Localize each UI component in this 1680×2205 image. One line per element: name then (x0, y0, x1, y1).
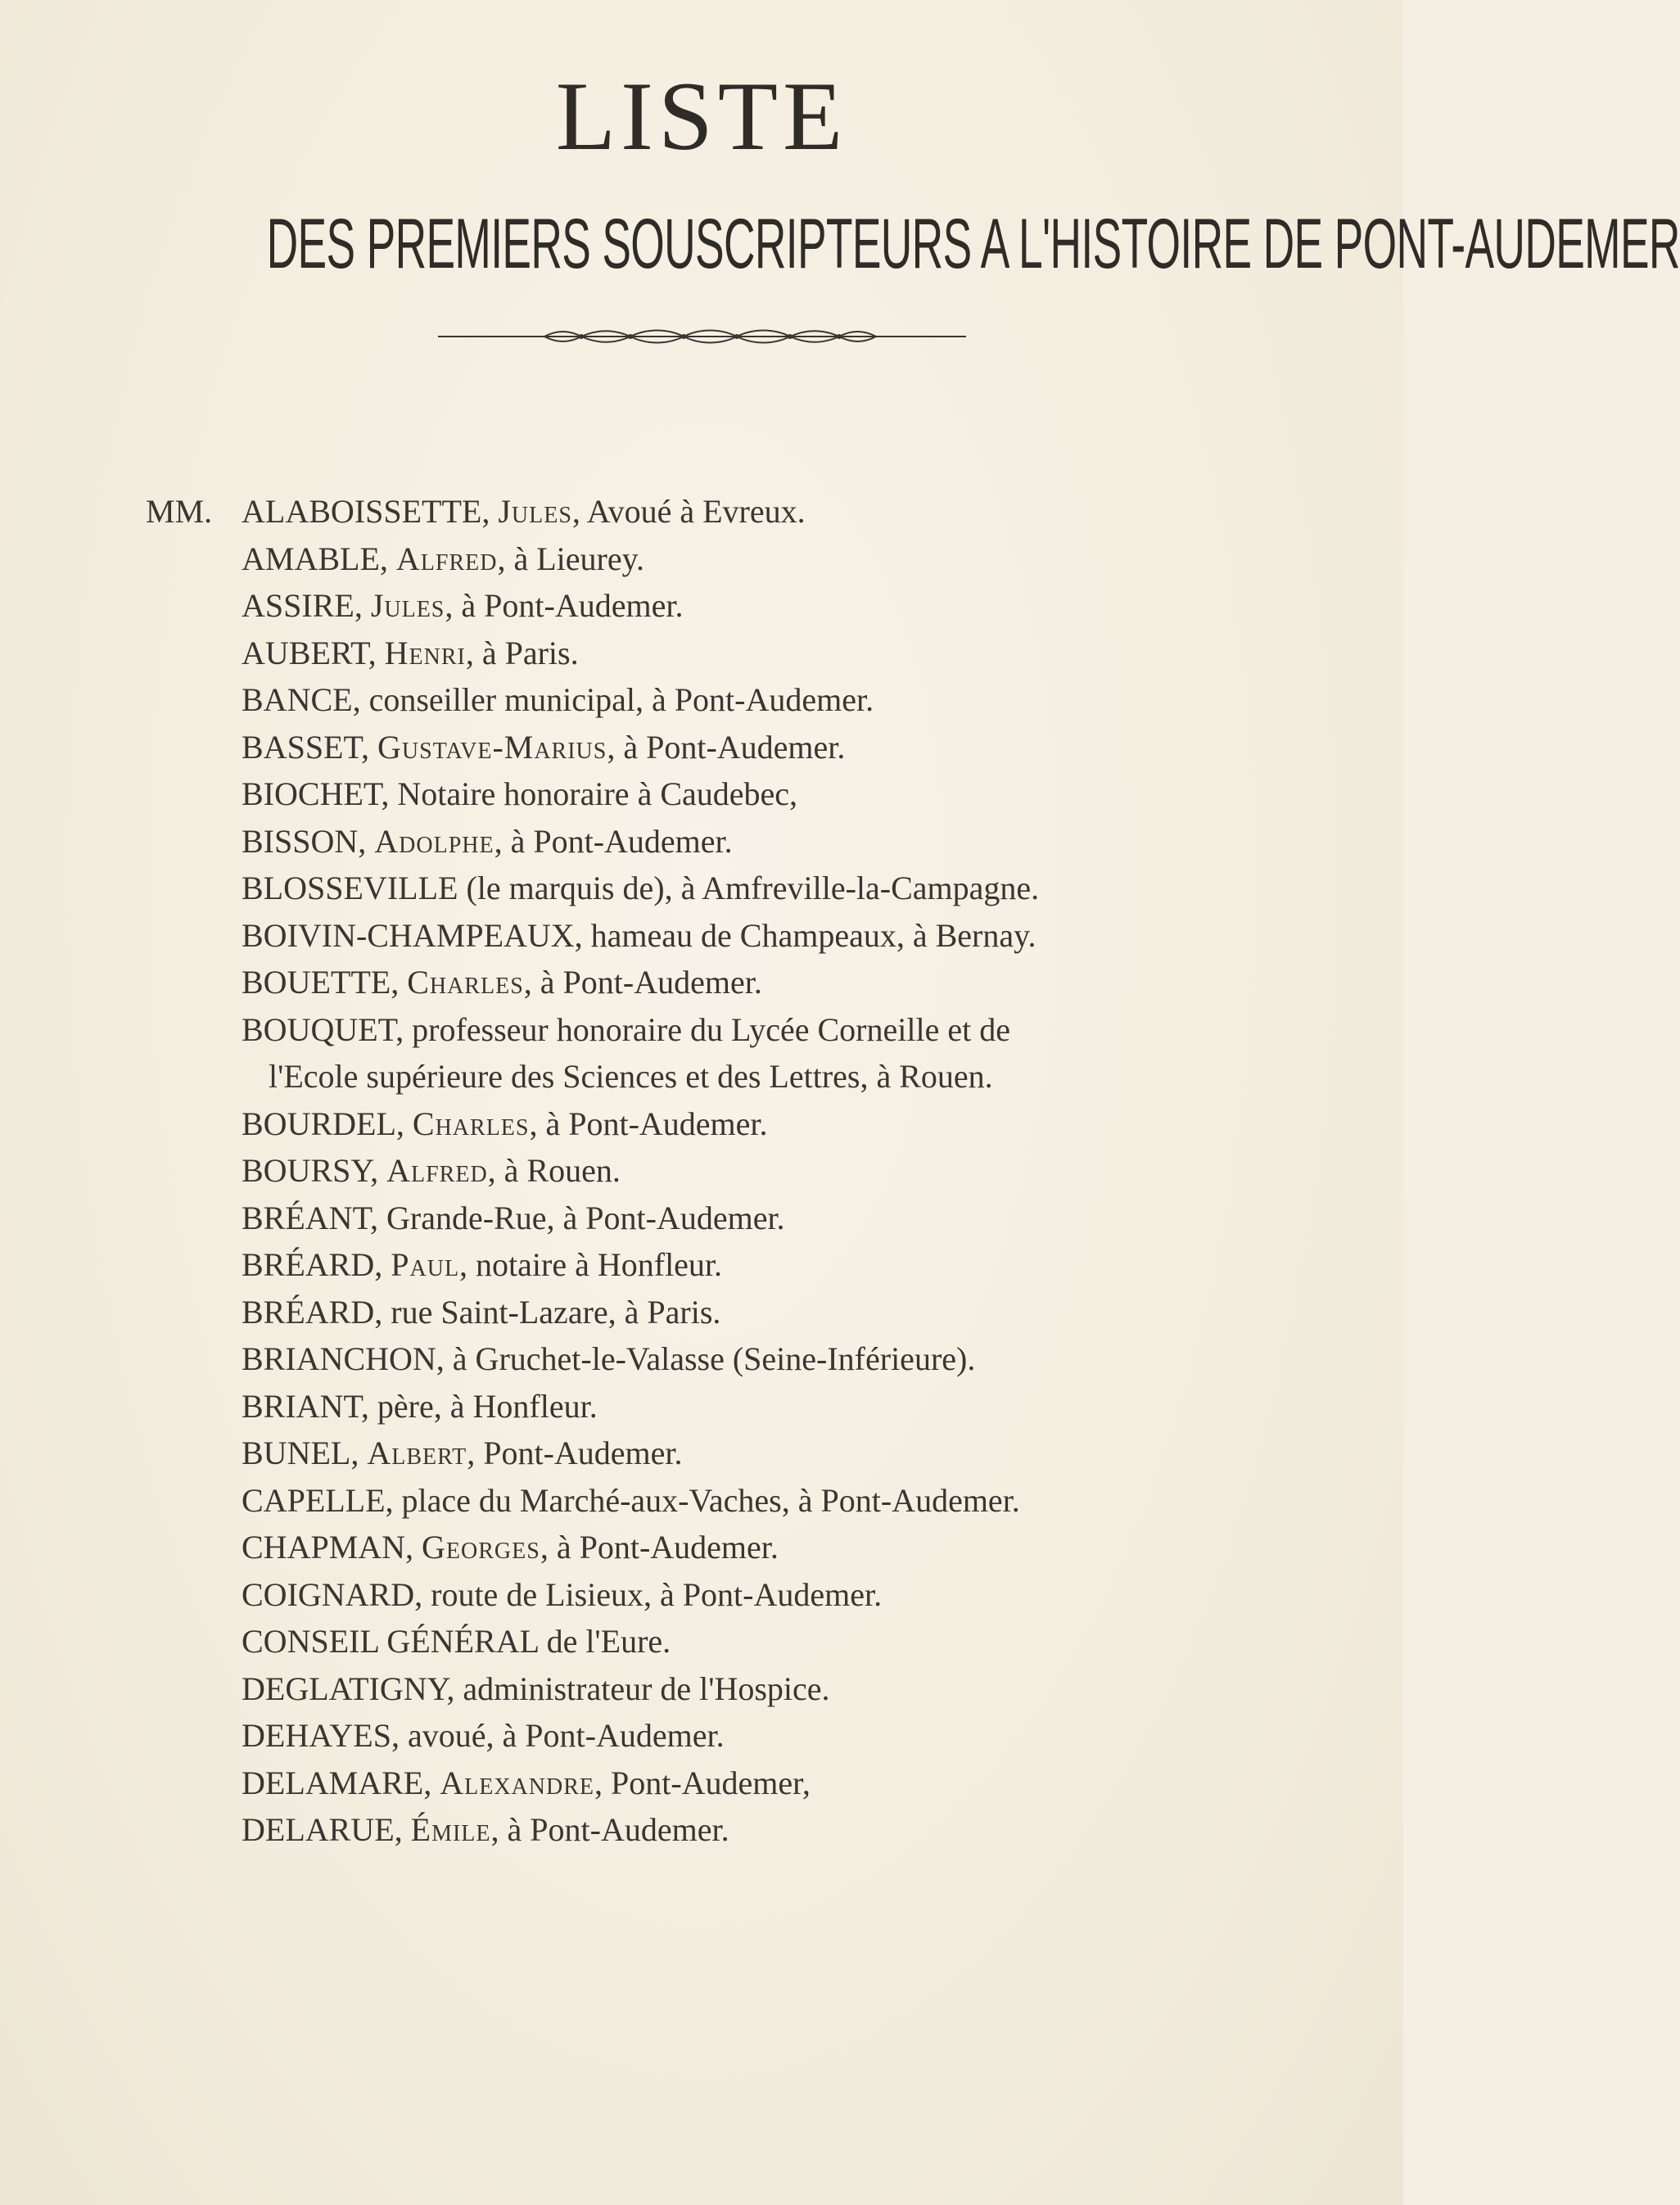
subscriber-surname: COIGNARD, (242, 1575, 431, 1613)
subscriber-details: , Pont-Audemer, (594, 1764, 811, 1801)
subscriber-surname: DELAMARE, (242, 1764, 440, 1801)
subscriber-details: , à Pont-Audemer. (445, 587, 684, 624)
entry-text (242, 1806, 729, 1854)
subscriber-surname: BISSON, (242, 822, 375, 860)
subscriber-firstname: Alfred (386, 1152, 488, 1189)
subscriber-firstname: Adolphe (374, 822, 495, 860)
entry-continuation (269, 1053, 993, 1100)
subscriber-firstname: Albert (367, 1435, 467, 1471)
subscriber-surname: BOUQUET, (242, 1010, 413, 1048)
subscriber-details: , à Pont-Audemer. (523, 964, 762, 1001)
subscriber-entry (146, 1524, 1292, 1571)
subscriber-entry (146, 1006, 1292, 1054)
entry-text (242, 1241, 722, 1289)
subscriber-details: , Pont-Audemer. (467, 1435, 683, 1471)
subscriber-details: l'Ecole supérieure des Sciences et des Lettres, à Rouen. (269, 1058, 993, 1095)
subscriber-details: hameau de Champeaux, à Bernay. (590, 916, 1036, 954)
entry-text (242, 1383, 598, 1430)
subscriber-entry (146, 1289, 1292, 1336)
subscriber-surname: BRIANT, (242, 1387, 377, 1425)
subscriber-entry (146, 912, 1292, 960)
subscriber-surname: BOUETTE, (242, 964, 408, 1001)
subscriber-surname: BOURDEL, (242, 1105, 413, 1142)
subscriber-surname: BIOCHET, (242, 775, 398, 812)
subscriber-list (146, 488, 1292, 1854)
list-prefix: MM. (146, 493, 213, 530)
subscriber-entry (146, 1430, 1292, 1477)
subscriber-details: , à Pont-Audemer. (494, 822, 733, 860)
subscriber-surname: BOIVIN-CHAMPEAUX, (242, 916, 591, 954)
subscriber-entry (146, 582, 1292, 630)
subscriber-surname: CHAPMAN, (242, 1529, 422, 1566)
subscriber-entry (146, 1335, 1292, 1383)
subscriber-details: , notaire à Honfleur. (459, 1246, 723, 1283)
subscriber-surname: BUNEL, (242, 1435, 368, 1471)
subscriber-entry (146, 724, 1292, 771)
subscriber-firstname: Gustave-Marius (377, 728, 607, 766)
subscriber-surname: CONSEIL GÉNÉRAL (242, 1623, 547, 1660)
decorative-rule (438, 326, 966, 347)
subscriber-details: , à Pont-Audemer. (607, 728, 846, 766)
subscriber-details: père, à Honfleur. (377, 1387, 598, 1425)
subscriber-details: conseiller municipal, à Pont-Audemer. (368, 681, 874, 718)
entry-text (242, 488, 806, 535)
entry-text (242, 1618, 671, 1665)
subscriber-entry (146, 1618, 1292, 1665)
subscriber-details: , à Pont-Audemer. (490, 1811, 729, 1848)
entry-text (242, 865, 1039, 912)
subscriber-surname: BASSET, (242, 728, 377, 766)
subscriber-firstname: Émile (410, 1811, 491, 1848)
subscriber-surname: BRÉARD, (242, 1246, 391, 1283)
page-subtitle: DES PREMIERS SOUSCRIPTEURS A L'HISTOIRE DE PONT-AUDEMER (266, 205, 1680, 283)
subscriber-details: , Avoué à Evreux. (571, 493, 806, 530)
subscriber-details: administrateur de l'Hospice. (463, 1670, 830, 1707)
subscriber-entry (146, 1571, 1292, 1619)
entry-text (242, 770, 797, 818)
subscriber-surname: BRÉANT, (242, 1199, 387, 1236)
subscriber-entry (146, 1760, 1292, 1807)
subscriber-entry (146, 1147, 1292, 1195)
subscriber-surname: DEHAYES, (242, 1717, 408, 1754)
subscriber-entry (146, 535, 1292, 583)
subscriber-surname: DELARUE, (242, 1811, 411, 1848)
subscriber-surname: BLOSSEVILLE (242, 870, 467, 906)
subscriber-entry (146, 865, 1292, 912)
subscriber-entry (146, 959, 1292, 1006)
subscriber-details: rue Saint-Lazare, à Paris. (391, 1293, 721, 1331)
subscriber-details: place du Marché-aux-Vaches, à Pont-Audemer. (401, 1481, 1020, 1519)
entry-text (242, 1289, 720, 1336)
entry-text (242, 630, 579, 677)
subscriber-entry (146, 818, 1292, 865)
subscriber-details: Notaire honoraire à Caudebec, (397, 775, 798, 812)
subscriber-surname: ASSIRE, (242, 587, 371, 624)
entry-text (242, 724, 845, 771)
subscriber-surname: BRIANCHON, (242, 1340, 453, 1377)
entry-text (242, 1524, 779, 1571)
entry-text (242, 1430, 683, 1477)
entry-text (242, 818, 733, 865)
subscriber-entry (146, 1383, 1292, 1430)
entry-text (242, 1006, 1010, 1054)
entry-text (242, 535, 644, 583)
subscriber-entry (146, 488, 1292, 535)
subscriber-entry (146, 1477, 1292, 1525)
subscriber-details: avoué, à Pont-Audemer. (408, 1717, 725, 1754)
subscriber-entry (146, 1806, 1292, 1854)
subscriber-surname: ALABOISSETTE, (242, 493, 499, 530)
subscriber-details: , à Pont-Audemer. (529, 1105, 768, 1142)
subscriber-firstname: Henri (384, 634, 466, 671)
subscriber-details: , à Rouen. (487, 1152, 621, 1189)
subscriber-entry (146, 770, 1292, 818)
entry-text (242, 1760, 811, 1807)
entry-text (242, 1195, 785, 1242)
subscriber-details: , à Paris. (465, 634, 579, 671)
subscriber-details: professeur honoraire du Lycée Corneille et de (412, 1010, 1010, 1048)
subscriber-entry (146, 630, 1292, 677)
subscriber-firstname: Charles (412, 1105, 530, 1142)
subscriber-surname: DEGLATIGNY, (242, 1670, 463, 1707)
entry-text (242, 676, 874, 724)
subscriber-firstname: Jules (498, 493, 572, 530)
subscriber-entry (146, 1241, 1292, 1289)
subscriber-entry (146, 1195, 1292, 1242)
subscriber-details: Grande-Rue, à Pont-Audemer. (386, 1199, 785, 1236)
subscriber-surname: BANCE, (242, 681, 369, 718)
entry-text (242, 1712, 725, 1760)
subscriber-firstname: Alexandre (440, 1764, 594, 1801)
subscriber-entry (146, 1053, 1292, 1100)
subscriber-firstname: Charles (407, 964, 524, 1001)
subscriber-details: , à Lieurey. (497, 540, 644, 577)
entry-text (242, 582, 683, 630)
subscriber-surname: CAPELLE, (242, 1481, 402, 1519)
entry-text (242, 1477, 1020, 1525)
subscriber-surname: AMABLE, (242, 540, 396, 577)
entry-text (242, 959, 762, 1006)
subscriber-entry (146, 676, 1292, 724)
subscriber-details: à Gruchet-le-Valasse (Seine-Inférieure). (452, 1340, 976, 1377)
entry-text (242, 912, 1036, 960)
subscriber-details: (le marquis de), à Amfreville-la-Campagne. (466, 870, 1040, 906)
subscriber-surname: BOURSY, (242, 1152, 387, 1189)
entry-text (242, 1100, 768, 1148)
subscriber-firstname: Georges (422, 1529, 540, 1566)
entry-text (242, 1335, 975, 1383)
entry-text (242, 1665, 830, 1713)
subscriber-surname: AUBERT, (242, 634, 385, 671)
entry-text (242, 1571, 882, 1619)
subscriber-details: , à Pont-Audemer. (540, 1529, 779, 1566)
subscriber-entry (146, 1665, 1292, 1713)
subscriber-firstname: Alfred (395, 540, 498, 577)
page-title: LISTE (555, 61, 848, 170)
subscriber-firstname: Paul (391, 1246, 460, 1283)
subscriber-surname: BRÉARD, (242, 1293, 391, 1331)
subscriber-details: de l'Eure. (546, 1623, 671, 1660)
subscriber-entry (146, 1100, 1292, 1148)
subscriber-entry (146, 1712, 1292, 1760)
subscriber-firstname: Jules (370, 587, 445, 624)
entry-text (242, 1147, 621, 1195)
subscriber-details: route de Lisieux, à Pont-Audemer. (431, 1575, 883, 1613)
